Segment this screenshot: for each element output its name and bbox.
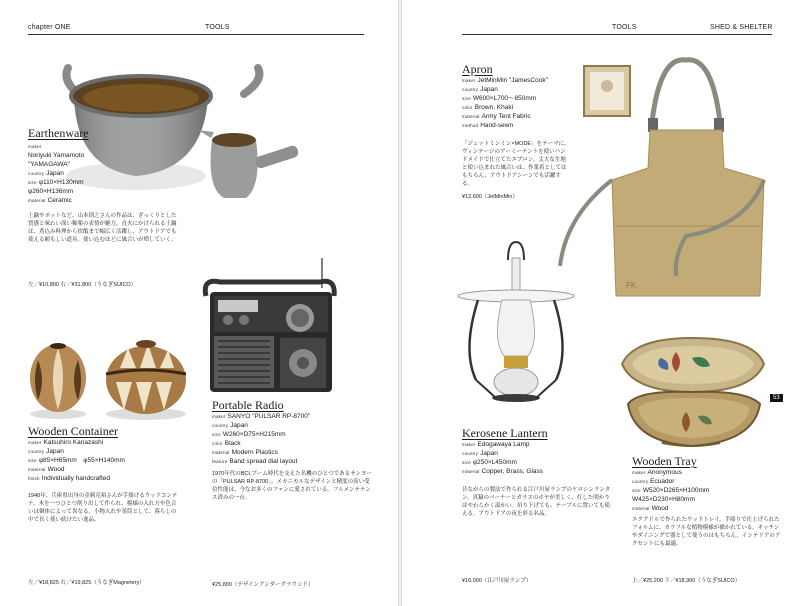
apron-title: Apron [462,62,493,76]
earthenware-maker-a: Noriyuki Yamamoto [28,152,85,159]
chapter-label: chapter ONE [28,24,71,31]
wooden-tray-size-b: W425×D230×H80mm [632,496,695,503]
wooden-container-title: Wooden Container [28,424,119,438]
wooden-container-material: Wood [47,466,65,473]
earthenware-material: Ceramic [47,197,72,204]
earthenware-specs: maker Noriyuki Yamamoto "YAMAGAWA" country Japan size φ110×H130mm φ260×H136mm material Ceramic [28,142,178,205]
wooden-container-body: 1940年、兵庫県出身の金刺克裕さんが手掛けるウッドコンテナ。木を一つひとつ削り出して作られ、模様の入れ方や色合いは個体によって異なる。小物入れや茶筒として、暮らしの中で長く使い続けたい逸品。 [28,493,178,523]
apron-method: Hand-sewn [480,122,514,129]
kerosene-lantern-size: φ250×L450mm [472,459,517,466]
page-number: 53 [770,394,783,402]
kerosene-lantern-material: Copper, Brass, Glass [481,468,544,475]
svg-text:FK: FK [626,281,637,290]
wooden-tray-size: W520×D265×H100mm [642,487,710,494]
wooden-container-country: Japan [46,448,64,455]
kerosene-lantern-specs: maker Edogawaya Lamp country Japan size φ250×L450mm material Copper, Brass, Glass [462,441,544,475]
header-rule-right [462,34,772,35]
apron-body: 「ジェットミンミン×MODE」をテーマに、ヴィンテージのアーミーテントを使いハンドメイドで仕立てたエプロン。丈夫な生地と使い込まれた風合いは、作業着としてはもちろん、アウトドアシーンでも活躍する。 [462,141,570,187]
wooden-tray-specs: maker Anonymous country Ecuador size W520×D265×H100mm W425×D230×H80mm material Wood [632,468,782,513]
wooden-tray-material: Wood [651,505,669,512]
wooden-tray-price: 上／¥25,200 下／¥18,900（うなぎSUICO） [632,578,741,584]
apron-country: Japan [480,86,498,93]
portable-radio-title: Portable Radio [212,398,284,412]
wooden-tray-image [614,334,770,454]
portable-radio-specs: maker SANYO "PULSAR RP-8700" country Japan size W260×D75×H215mm color Black material Modern Plastics feature Band spread dial layout [212,413,311,465]
earthenware-price: 左／¥10,800 右／¥31,800（うなぎSUICO） [28,282,137,288]
kerosene-lantern-country: Japan [480,450,498,457]
portable-radio-price: ¥25,800（デザインアンダーグラウンド） [212,582,314,588]
wooden-container-price: 左／¥18,825 右／¥19,825（うなぎMagnetery） [28,580,145,586]
topic-label-right: SHED & SHELTER [710,24,773,31]
apron-material: Army Tent Fabric [481,113,531,120]
portable-radio-feature: Band spread dial layout [229,458,298,465]
wooden-container-maker: Katsuhiro Kanazashi [43,439,104,446]
wooden-tray-maker: Anonymous [647,469,682,476]
earthenware-size-a: φ110×H130mm [38,179,84,186]
portable-radio-maker: SANYO "PULSAR RP-8700" [227,413,311,420]
apron-color: Brown, Khaki [474,104,514,111]
section-label-right: TOOLS [612,24,637,31]
kerosene-lantern-title: Kerosene Lantern [462,426,548,440]
earthenware-title: Earthenware [28,126,89,140]
apron-specs: maker JetMinMin "JamesCook" country Japan size W600×L700〜850mm color Brown, Khaki material Army Tent Fabric method Hand-sewn [462,77,548,129]
earthenware-body: 土鍋やポットなど、山本則之さんの作品は、ざっくりとした質感と味わい深い釉薬の表情が魅力。直火にかけられる土鍋は、煮込み料理から炊飯まで幅広く活躍し、アウトドアでも使える頼もしい道具。使い込むほどに風合いが増していく。 [28,213,177,243]
wooden-tray-country: Ecuador [650,478,675,485]
earthenware-size-b: φ260×H136mm [28,188,74,195]
wooden-container-finish: Individually handcrafted [41,475,111,482]
kerosene-lantern-price: ¥16,000（江戸川屋ランプ） [462,578,532,584]
portable-radio-image [200,258,340,398]
portable-radio-color: Black [224,440,241,447]
portable-radio-body: 1970年代のBCLブーム時代を支えた名機のひとつであるサンヨーの「PULSAR RP-8700」。メカニカルなデザインと精度の高い受信性能は、今なお多くのファンに愛されている。フルメンテナンス済みの一台。 [212,471,372,501]
apron-size: W600×L700〜850mm [472,95,537,102]
section-label-left: TOOLS [205,24,230,31]
apron-maker: JetMinMin "JamesCook" [477,77,548,84]
wooden-tray-title: Wooden Tray [632,454,697,468]
header-rule-left [28,34,364,35]
wooden-tray-body: エクアドルで作られたウッドトレイ。手彫りで仕上げられたフォルムに、カラフルな植物模様が描かれている。キッチンやダイニングで器として使うのはもちろん、インテリアのアクセントにも最適。 [632,517,781,547]
portable-radio-size: W260×D75×H215mm [222,431,286,438]
portable-radio-country: Japan [230,422,248,429]
spine-gutter [398,0,402,606]
earthenware-country: Japan [46,170,64,177]
kerosene-lantern-body: 昔ながらの製法で作られる江戸川屋ランプのケロシンランタン。真鍮のバーナーとガラスのホヤが美しく、灯した明かりはやわらかく温かい。吊り下げても、テーブルに置いても使える、アウトドアの夜を彩る名品。 [462,487,611,517]
apron-price: ¥12,600（JetMinMin） [462,194,518,200]
wooden-container-size: φ85×H65mm φ55×H140mm [38,457,125,464]
wooden-container-specs: maker Katsuhiro Kanazashi country Japan size φ85×H65mm φ55×H140mm material Wood finish Individually handcrafted [28,439,125,482]
kerosene-lantern-image [456,240,576,420]
earthenware-maker-b: "YAMAGAWA" [28,161,70,168]
portable-radio-material: Modern Plastics [231,449,278,456]
kerosene-lantern-maker: Edogawaya Lamp [477,441,530,448]
wooden-container-image [24,330,194,420]
